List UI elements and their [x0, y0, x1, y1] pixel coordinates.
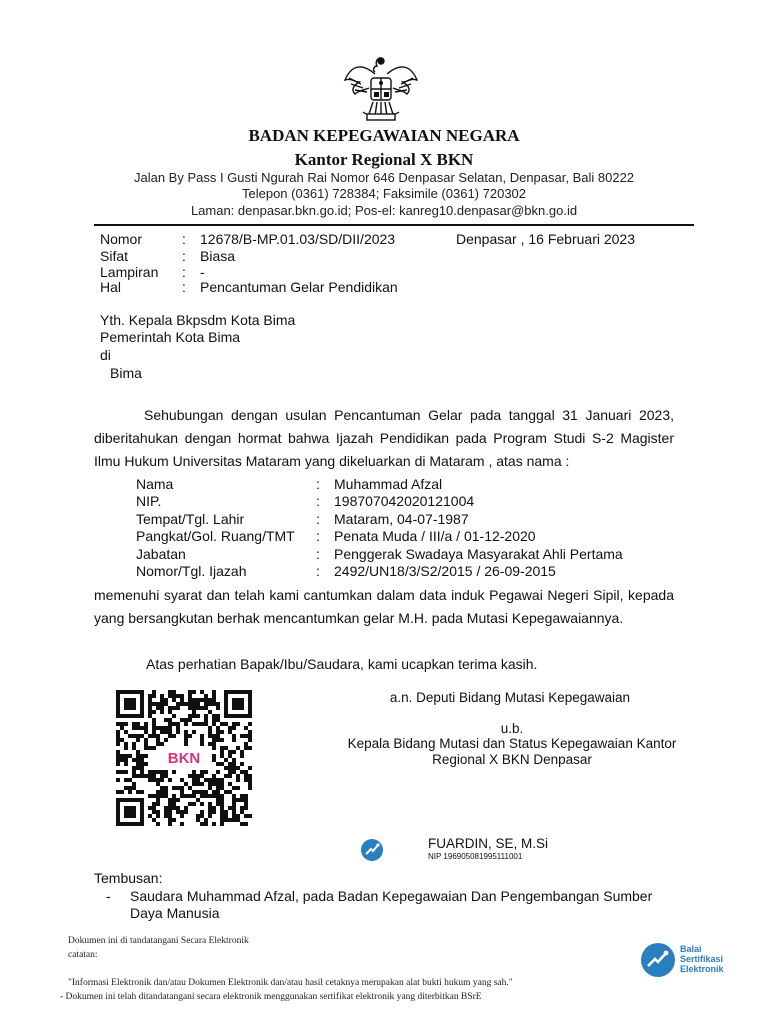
qr-bkn-logo: BKN: [167, 750, 201, 767]
detail-label: Nomor/Tgl. Ijazah: [136, 563, 247, 579]
footer-esign-note: Dokumen ini di tandatangani Secara Elektronik: [68, 936, 249, 946]
org-name: BADAN KEPEGAWAIAN NEGARA: [248, 126, 520, 145]
body-paragraph-2: memenuhi syarat dan telah kami cantumkan dalam data induk Pegawai Negeri Sipil, kepada yang bersangkutan berhak mencantumkan gelar M.H. pada Mutasi Kepegawaiannya.: [94, 587, 674, 626]
letter-date: Denpasar , 16 Februari 2023: [456, 231, 635, 247]
header-divider: [94, 224, 694, 226]
detail-value: 2492/UN18/3/S2/2015 / 26-09-2015: [334, 563, 556, 579]
bsre-label-3: Elektronik: [680, 964, 724, 974]
signature-position-1: Kepala Bidang Mutasi dan Status Kepegawaian Kantor: [347, 736, 677, 751]
detail-colon: :: [316, 563, 320, 579]
detail-label: Jabatan: [136, 546, 186, 562]
bsre-logo-icon: [640, 942, 676, 978]
footer-bsre-note: - Dokumen ini telah ditandatangani secara elektronik menggunakan sertifikat elektronik yang diterbitkan BSrE: [60, 992, 482, 1002]
recipient-line-1: Yth. Kepala Bkpsdm Kota Bima: [100, 312, 296, 328]
office-address: Jalan By Pass I Gusti Ngurah Rai Nomor 646 Denpasar Selatan, Denpasar, Bali 80222: [133, 170, 635, 185]
cc-dash: -: [106, 888, 111, 904]
bsre-label-1: Balai: [680, 944, 702, 954]
detail-label: Tempat/Tgl. Lahir: [136, 511, 245, 527]
signature-an: a.n. Deputi Bidang Mutasi Kepegawaian: [389, 690, 631, 705]
esign-badge-icon: [360, 838, 384, 862]
office-phone: Telepon (0361) 728384; Faksimile (0361) 720302: [241, 186, 527, 201]
signer-nip: NIP 196905081995111001: [428, 852, 523, 861]
office-web: Laman: denpasar.bkn.go.id; Pos-el: kanreg10.denpasar@bkn.go.id: [190, 203, 578, 218]
signature-ub: u.b.: [500, 721, 524, 736]
recipient-line-3: di: [100, 347, 111, 363]
cc-label: Tembusan:: [94, 870, 163, 886]
letter-number: 12678/B-MP.01.03/SD/DII/2023: [200, 231, 396, 247]
footer-catatan: catatan:: [68, 950, 98, 960]
cc-item-line-1: Saudara Muhammad Afzal, pada Badan Kepegawaian Dan Pengembangan Sumber: [130, 888, 653, 904]
cc-item-line-2: Daya Manusia: [130, 905, 220, 921]
detail-colon: :: [316, 511, 320, 527]
detail-value: Penata Muda / III/a / 01-12-2020: [334, 528, 536, 544]
detail-colon: :: [316, 476, 320, 492]
detail-colon: :: [316, 493, 320, 509]
signature-position-2: Regional X BKN Denpasar: [432, 752, 592, 767]
recipient-line-2: Pemerintah Kota Bima: [100, 329, 241, 345]
garuda-emblem-icon: [341, 52, 421, 124]
detail-colon: :: [316, 528, 320, 544]
detail-value: Mataram, 04-07-1987: [334, 511, 469, 527]
footer-legal-note: "Informasi Elektronik dan/atau Dokumen Elektronik dan/atau hasil cetaknya merupakan alat bukti hukum yang sah.": [68, 978, 513, 988]
signer-name: FUARDIN, SE, M.Si: [428, 836, 549, 851]
detail-value: Penggerak Swadaya Masyarakat Ahli Pertama: [334, 546, 623, 562]
detail-value: 198707042020121004: [334, 493, 475, 509]
closing-text: Atas perhatian Bapak/Ibu/Saudara, kami ucapkan terima kasih.: [146, 656, 538, 672]
bsre-label-2: Sertifikasi: [680, 954, 724, 964]
detail-value: Muhammad Afzal: [334, 476, 443, 492]
qr-code: [116, 690, 252, 826]
detail-label: Pangkat/Gol. Ruang/TMT: [136, 528, 295, 544]
detail-label: Nama: [136, 476, 174, 492]
recipient-line-4: Bima: [110, 365, 142, 381]
body-paragraph-1: Sehubungan dengan usulan Pencantuman Gelar pada tanggal 31 Januari 2023, diberitahukan dengan hormat bahwa Ijazah Pendidikan pada Program Studi S-2 Magister Ilmu Hukum Universitas Mataram yang dikeluarkan di Mataram , atas nama :: [94, 407, 674, 469]
detail-label: NIP.: [136, 493, 162, 509]
office-name: Kantor Regional X BKN: [294, 150, 474, 169]
detail-colon: :: [316, 546, 320, 562]
